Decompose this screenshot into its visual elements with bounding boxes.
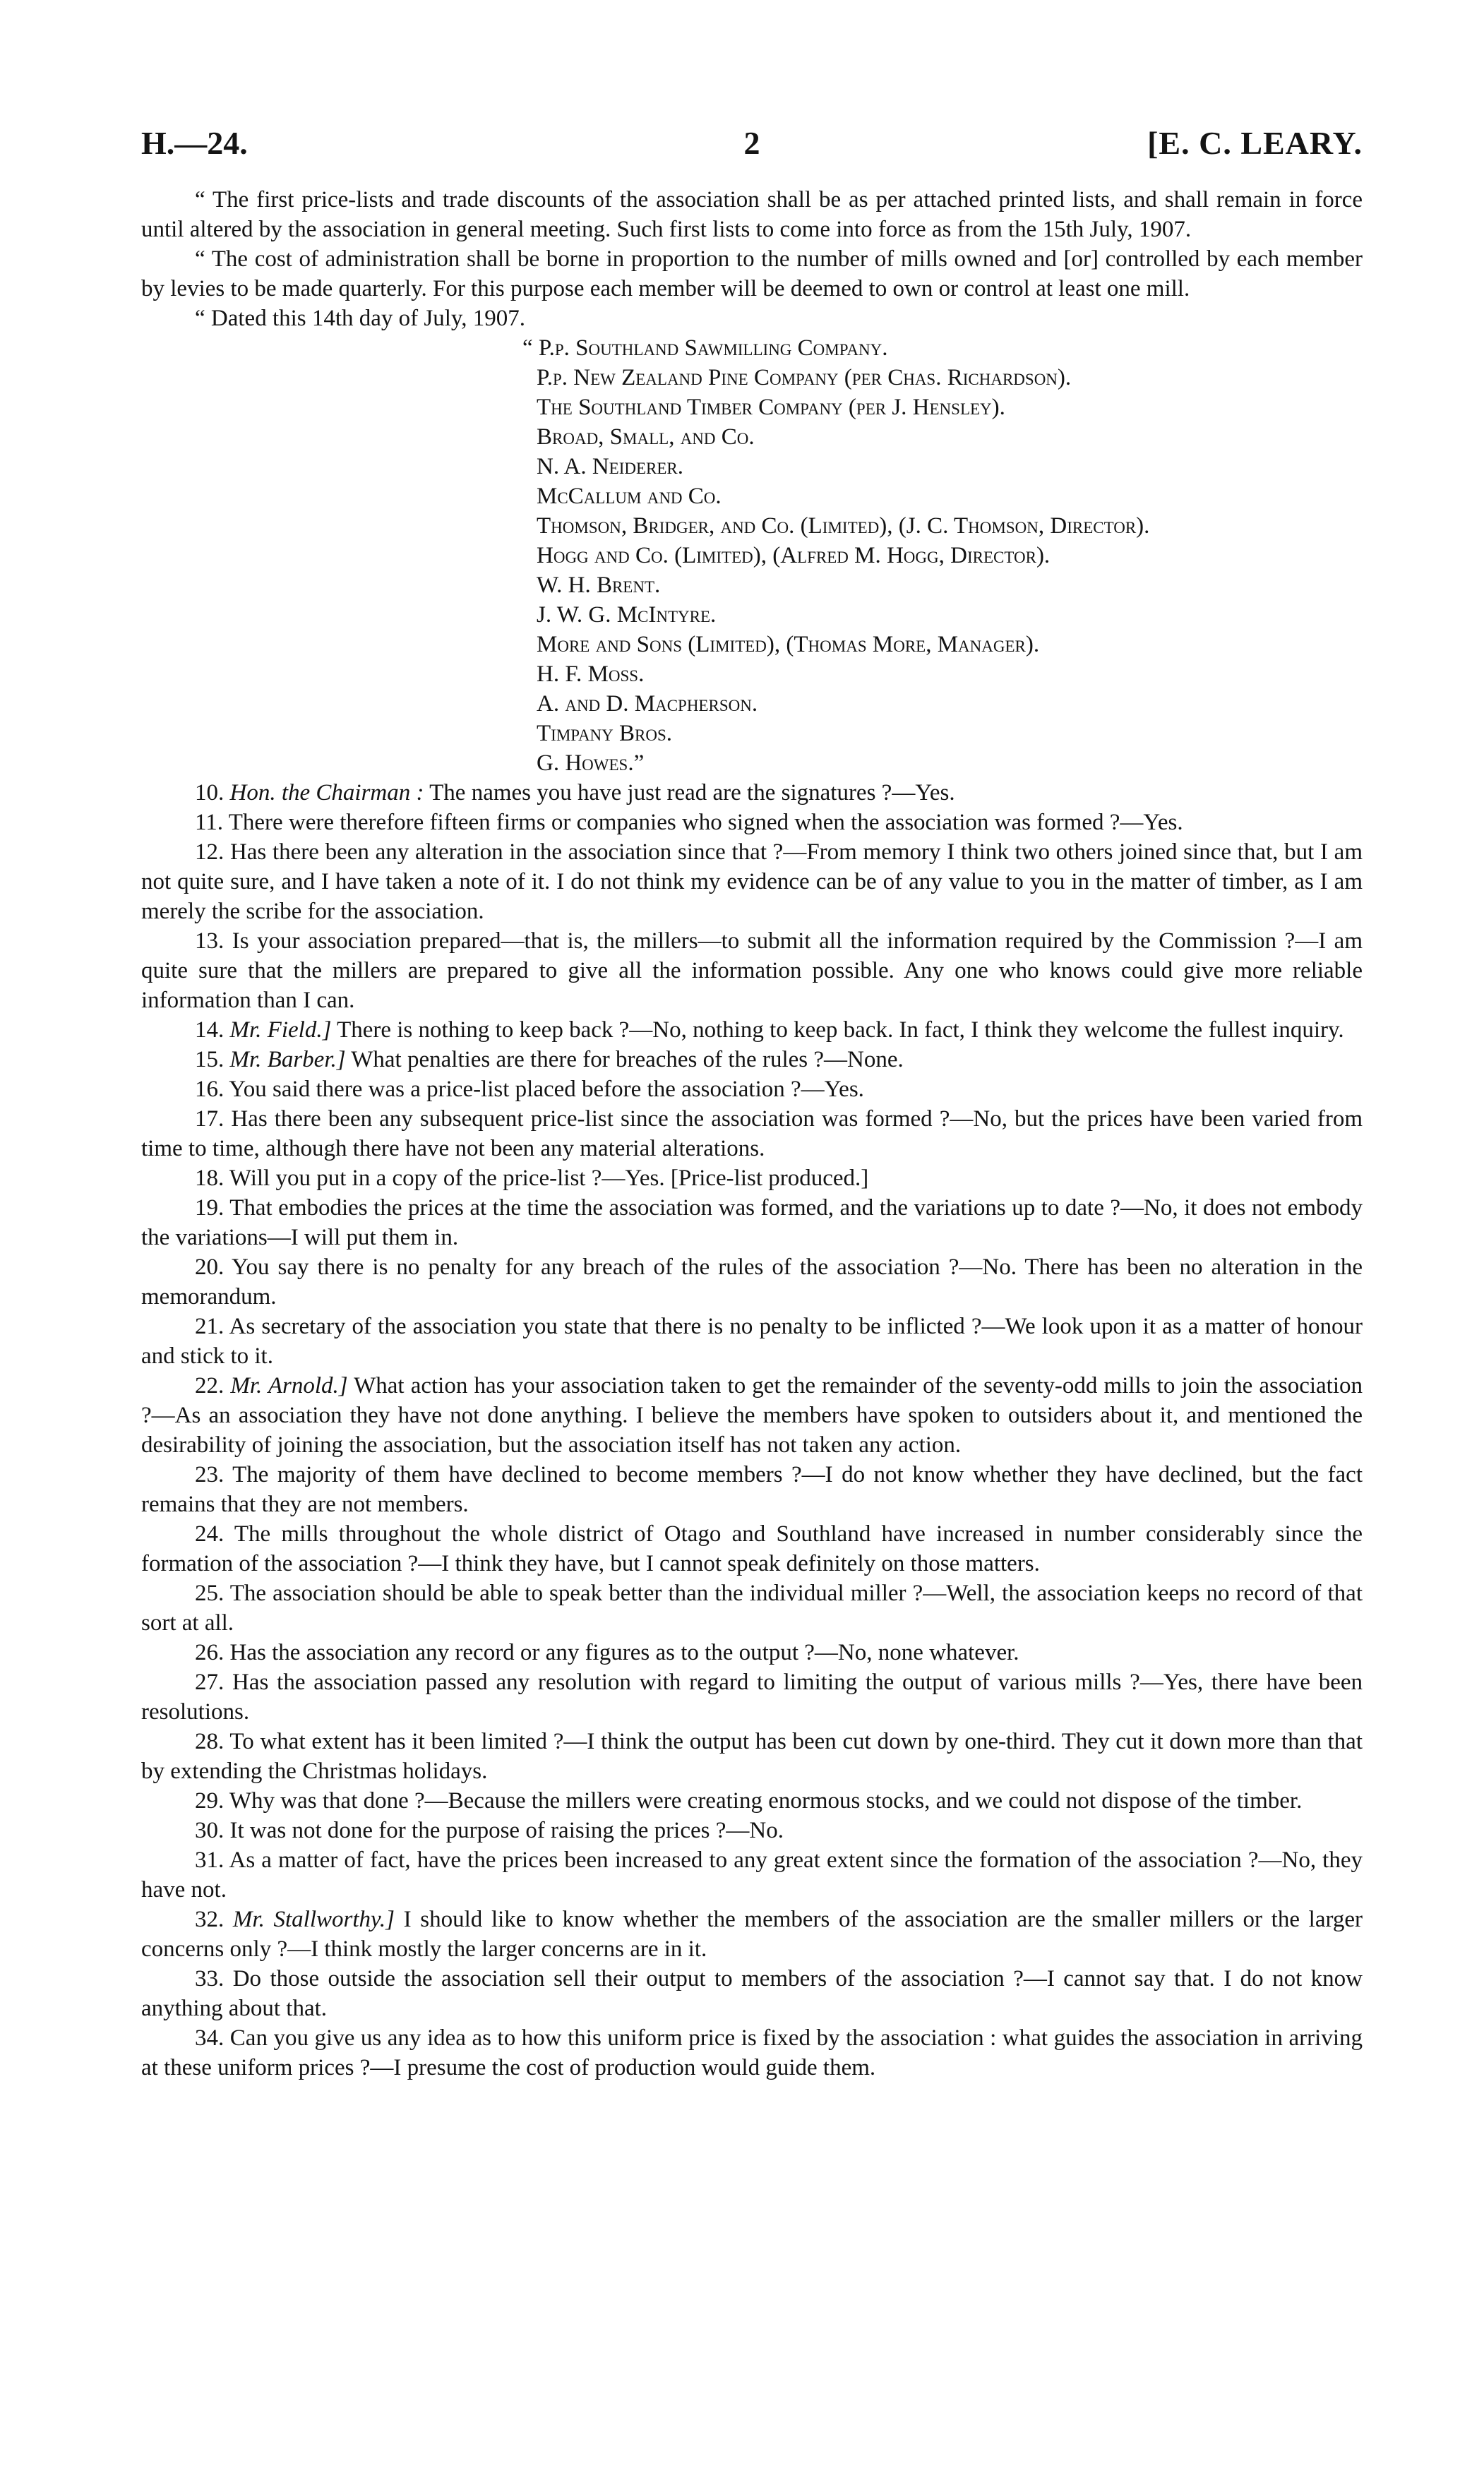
question-paragraph xyxy=(141,1667,1363,1727)
signatory: More and Sons (Limited), (Thomas More, Manager). xyxy=(537,632,1040,657)
page-number: 2 xyxy=(743,125,760,161)
question-paragraph xyxy=(141,778,1363,808)
page-header xyxy=(141,124,1363,174)
question-number: 30. xyxy=(195,1818,225,1843)
question-paragraph xyxy=(141,1045,1363,1074)
question-text: As a matter of fact, have the prices been increased to any great extent since the formation of the association ?—No, they have not. xyxy=(141,1847,1363,1903)
question-paragraph xyxy=(141,1638,1363,1667)
question-text: To what extent has it been limited ?—I think the output has been cut down by one-third. They cut it down more than that by extending the Christmas holidays. xyxy=(141,1729,1363,1784)
question-paragraph xyxy=(141,1371,1363,1460)
question-paragraph xyxy=(141,1193,1363,1252)
question-number: 19. xyxy=(195,1195,225,1221)
signatory: J. W. G. McIntyre. xyxy=(537,602,717,628)
question-paragraph xyxy=(141,1074,1363,1104)
question-paragraph xyxy=(141,1964,1363,2023)
signatory: H. F. Moss. xyxy=(537,661,645,687)
question-number: 26. xyxy=(195,1640,225,1665)
question-number: 21. xyxy=(195,1314,225,1339)
signatory-list xyxy=(522,333,1363,778)
signatory: A. and D. Macpherson. xyxy=(537,691,758,717)
question-paragraph xyxy=(141,1104,1363,1163)
question-number: 31. xyxy=(195,1847,225,1873)
question-number: 29. xyxy=(195,1788,225,1814)
intro-paragraph: “ Dated this 14th day of July, 1907. xyxy=(195,306,526,331)
signatory: “ P.p. Southland Sawmilling Company. xyxy=(522,335,888,361)
question-paragraph xyxy=(141,1519,1363,1579)
speaker-label: Mr. Barber.] xyxy=(229,1047,346,1072)
question-paragraph xyxy=(141,1727,1363,1786)
document-reference: H.—24. xyxy=(141,125,248,161)
question-number: 15. xyxy=(195,1047,225,1072)
question-text: You said there was a price-list placed before the association ?—Yes. xyxy=(229,1077,864,1102)
question-number: 17. xyxy=(195,1106,225,1132)
question-number: 20. xyxy=(195,1254,225,1280)
intro-paragraph: “ The first price-lists and trade discounts of the association shall be as per attached printed lists, and shall remain in force until altered by the association in general meeting. Such first lists to come into force as from the 15th July, 1907. xyxy=(141,187,1363,242)
signatory: N. A. Neiderer. xyxy=(537,454,684,479)
signatory: Timpany Bros. xyxy=(537,721,673,746)
question-paragraph xyxy=(141,837,1363,926)
question-paragraph xyxy=(141,808,1363,837)
question-text: Is your association prepared—that is, the millers—to submit all the information required by the Commission ?—I am quite sure that the millers are prepared to give all the information possible. Any one who knows could give more reliable information than I can. xyxy=(141,928,1363,1013)
question-number: 22. xyxy=(195,1373,225,1398)
question-number: 32. xyxy=(195,1907,225,1932)
question-text: Has there been any alteration in the association since that ?—From memory I think two others joined since that, but I am not quite sure, and I have taken a note of it. I do not think my evidence can be of any value to you in the matter of timber, as I am merely the scribe for the association. xyxy=(141,839,1363,924)
question-text: The majority of them have declined to become members ?—I do not know whether they have declined, but the fact remains that they are not members. xyxy=(141,1462,1363,1517)
question-number: 12. xyxy=(195,839,225,865)
question-paragraph xyxy=(141,1460,1363,1519)
question-number: 28. xyxy=(195,1729,225,1754)
question-text: What penalties are there for breaches of the rules ?—None. xyxy=(345,1047,904,1072)
question-paragraph xyxy=(141,1816,1363,1845)
question-paragraph xyxy=(141,1163,1363,1193)
question-number: 24. xyxy=(195,1521,225,1547)
question-text: There were therefore fifteen firms or companies who signed when the association was formed ?—Yes. xyxy=(228,810,1183,835)
question-number: 25. xyxy=(195,1581,225,1606)
signatory: G. Howes.” xyxy=(537,750,645,776)
question-paragraph xyxy=(141,1312,1363,1371)
question-text: The association should be able to speak better than the individual miller ?—Well, the association keeps no record of that sort at all. xyxy=(141,1581,1363,1636)
question-text: There is nothing to keep back ?—No, nothing to keep back. In fact, I think they welcome the fullest inquiry. xyxy=(331,1017,1344,1043)
question-text: Can you give us any idea as to how this uniform price is fixed by the association : what guides the association in arriving at these uniform prices ?—I presume the cost of production would guide them. xyxy=(141,2025,1363,2080)
question-text: I should like to know whether the members of the association are the smaller millers or the larger concerns only ?—I think mostly the larger concerns are in it. xyxy=(141,1907,1363,1962)
signatory: McCallum and Co. xyxy=(537,484,722,509)
question-number: 16. xyxy=(195,1077,225,1102)
question-text: You say there is no penalty for any breach of the rules of the association ?—No. There has been no alteration in the memorandum. xyxy=(141,1254,1363,1310)
question-number: 10. xyxy=(195,780,225,805)
question-paragraph xyxy=(141,1579,1363,1638)
question-number: 27. xyxy=(195,1670,225,1695)
signatory: P.p. New Zealand Pine Company (per Chas. Richardson). xyxy=(537,365,1072,390)
signatory: Hogg and Co. (Limited), (Alfred M. Hogg, Director). xyxy=(537,543,1051,568)
question-text: As secretary of the association you state that there is no penalty to be inflicted ?—We look upon it as a matter of honour and stick to it. xyxy=(141,1314,1363,1369)
question-number: 14. xyxy=(195,1017,225,1043)
question-paragraph xyxy=(141,1905,1363,1964)
speaker-label: Mr. Arnold.] xyxy=(230,1373,348,1398)
intro-paragraph: “ The cost of administration shall be borne in proportion to the number of mills owned and [or] controlled by each member by levies to be made quarterly. For this purpose each member will be deemed to own or control at least one mill. xyxy=(141,246,1363,301)
speaker-label: Mr. Stallworthy.] xyxy=(232,1907,395,1932)
question-paragraph xyxy=(141,1786,1363,1816)
question-number: 34. xyxy=(195,2025,225,2051)
question-text: What action has your association taken to get the remainder of the seventy-odd mills to join the association ?—As an association they have not done anything. I believe the members have spoken to outsiders about it, and mentioned the desirability of joining the association, but the association itself has not taken any action. xyxy=(141,1373,1363,1458)
question-text: Has there been any subsequent price-list since the association was formed ?—No, but the prices have been varied from time to time, although there have not been any material alterations. xyxy=(141,1106,1363,1161)
question-text: Why was that done ?—Because the millers were creating enormous stocks, and we could not dispose of the timber. xyxy=(229,1788,1303,1814)
question-text: Will you put in a copy of the price-list ?—Yes. [Price-list produced.] xyxy=(229,1166,869,1191)
speaker-label: Mr. Field.] xyxy=(229,1017,332,1043)
speaker-label: Hon. the Chairman : xyxy=(229,780,424,805)
signatory: The Southland Timber Company (per J. Hensley). xyxy=(537,395,1005,420)
question-number: 23. xyxy=(195,1462,225,1487)
question-number: 13. xyxy=(195,928,225,954)
question-paragraph xyxy=(141,1252,1363,1312)
document-body xyxy=(141,185,1363,2083)
question-paragraph xyxy=(141,1845,1363,1905)
question-paragraph xyxy=(141,2023,1363,2083)
signatory: W. H. Brent. xyxy=(537,573,661,598)
question-answer-list xyxy=(141,778,1363,2083)
question-paragraph xyxy=(141,926,1363,1015)
question-text: Do those outside the association sell their output to members of the association ?—I cannot say that. I do not know anything about that. xyxy=(141,1966,1363,2021)
witness-name: [E. C. LEARY. xyxy=(1147,125,1363,161)
question-text: That embodies the prices at the time the association was formed, and the variations up to date ?—No, it does not embody the variations—I will put them in. xyxy=(141,1195,1363,1250)
question-text: It was not done for the purpose of raising the prices ?—No. xyxy=(229,1818,784,1843)
question-text: The names you have just read are the signatures ?—Yes. xyxy=(424,780,955,805)
question-number: 11. xyxy=(195,810,224,835)
signatory: Broad, Small, and Co. xyxy=(537,424,755,450)
question-number: 33. xyxy=(195,1966,225,1991)
question-number: 18. xyxy=(195,1166,225,1191)
question-paragraph xyxy=(141,1015,1363,1045)
question-text: The mills throughout the whole district of Otago and Southland have increased in number considerably since the formation of the association ?—I think they have, but I cannot speak definitely on those matters. xyxy=(141,1521,1363,1576)
question-text: Has the association any record or any figures as to the output ?—No, none whatever. xyxy=(229,1640,1019,1665)
question-text: Has the association passed any resolution with regard to limiting the output of various mills ?—Yes, there have been resolutions. xyxy=(141,1670,1363,1725)
signatory: Thomson, Bridger, and Co. (Limited), (J. C. Thomson, Director). xyxy=(537,513,1150,539)
